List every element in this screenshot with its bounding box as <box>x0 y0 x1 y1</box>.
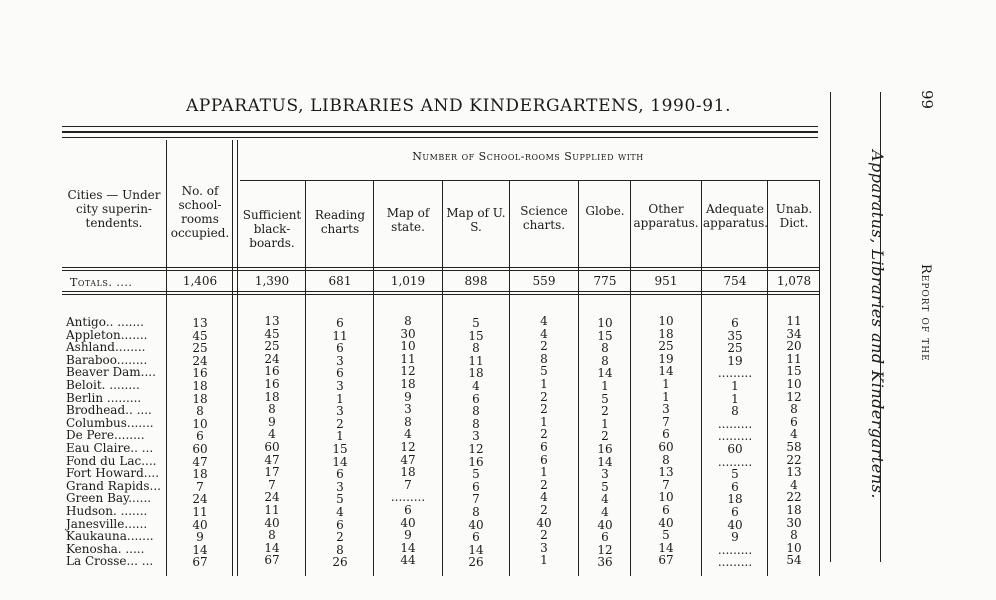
cell-dict: 34 <box>786 326 802 341</box>
cell-dict: 54 <box>786 553 802 568</box>
cell-science: 4 <box>540 326 548 341</box>
city-name: Brodhead.. .... <box>66 403 152 418</box>
col-divider <box>232 140 233 576</box>
cell-map-us: 4 <box>472 379 480 393</box>
cell-map-us: 15 <box>468 328 484 343</box>
cell-rooms: 47 <box>192 454 208 469</box>
cell-other: 40 <box>658 515 674 530</box>
city-name: Eau Claire.. ... <box>66 441 154 455</box>
cell-blackboards: 17 <box>264 465 280 480</box>
cell-dict: 10 <box>786 540 802 555</box>
cell-map-us: 26 <box>468 555 484 570</box>
header-globe: Globe. <box>585 204 625 218</box>
cell-reading: 6 <box>336 316 344 330</box>
col-divider <box>819 180 820 576</box>
table-top-rule-2 <box>62 131 818 133</box>
header-bottom-rule-2 <box>62 270 820 271</box>
cell-map-state: 8 <box>404 414 412 429</box>
cell-globe: 14 <box>597 454 613 469</box>
cell-dict: 6 <box>790 414 798 429</box>
cell-reading: 1 <box>336 391 344 406</box>
cell-rooms: 8 <box>196 404 204 419</box>
cell-other: 6 <box>662 503 670 517</box>
cell-map-state: 10 <box>400 339 416 354</box>
cell-other: 7 <box>662 477 670 492</box>
cell-map-us: 3 <box>472 429 480 444</box>
cell-blackboards: 18 <box>264 389 280 404</box>
cell-map-state: 7 <box>404 477 412 492</box>
cell-rooms: 13 <box>192 316 208 330</box>
cell-other: 18 <box>658 326 674 341</box>
city-name: Beaver Dam.... <box>66 365 156 380</box>
cell-blackboards: 4 <box>268 427 276 442</box>
cell-globe: 40 <box>597 517 613 532</box>
cell-reading: 2 <box>336 530 344 545</box>
cell-reading: 26 <box>332 555 348 570</box>
cell-map-us: 7 <box>472 492 480 507</box>
cell-rooms: 10 <box>192 416 208 431</box>
cell-rooms: 24 <box>192 353 208 368</box>
cell-science: 6 <box>540 452 548 467</box>
cell-other: 10 <box>658 490 674 505</box>
city-name: Antigo.. ....... <box>66 315 144 329</box>
cell-adequate: 1 <box>731 391 739 406</box>
cell-map-state: 44 <box>400 553 416 568</box>
cell-adequate: ......... <box>717 416 753 431</box>
cell-globe: 15 <box>597 328 613 343</box>
city-name: Fond du Lac.... <box>66 453 157 468</box>
cell-globe: 1 <box>601 416 609 431</box>
cell-science: 2 <box>540 528 548 543</box>
col-divider <box>166 140 167 576</box>
cell-rooms: 40 <box>192 517 208 532</box>
cell-adequate: 6 <box>731 505 739 519</box>
cell-globe: 4 <box>601 492 609 507</box>
cell-map-state: 47 <box>400 452 416 467</box>
cell-dict: 22 <box>786 452 802 467</box>
header-map-us: Map of U. S. <box>446 206 506 234</box>
total-map-us: 898 <box>464 274 488 288</box>
cell-map-state: 3 <box>404 402 412 417</box>
cell-blackboards: 24 <box>264 351 280 366</box>
table-top-rule-3 <box>62 137 818 138</box>
cell-dict: 58 <box>786 440 802 454</box>
cell-map-us: 11 <box>468 353 484 368</box>
cell-other: 14 <box>658 540 674 555</box>
cell-dict: 18 <box>786 503 802 517</box>
cell-blackboards: 13 <box>264 314 280 328</box>
cell-map-us: 8 <box>472 505 480 519</box>
cell-globe: 10 <box>597 316 613 330</box>
cell-adequate: 6 <box>731 479 739 494</box>
cell-science: 2 <box>540 427 548 442</box>
totals-rule-2 <box>62 294 820 295</box>
cell-map-us: 5 <box>472 467 480 482</box>
cell-map-state: 8 <box>404 314 412 328</box>
city-name: La Crosse... ... <box>66 554 154 569</box>
cell-other: 13 <box>658 465 674 480</box>
cell-science: 2 <box>540 477 548 492</box>
header-map-state: Map of state. <box>386 206 430 234</box>
cell-map-state: 4 <box>404 427 412 442</box>
cell-reading: 3 <box>336 404 344 419</box>
cell-blackboards: 16 <box>264 364 280 379</box>
col-divider <box>305 180 306 576</box>
cell-dict: 12 <box>786 389 802 404</box>
cell-other: 25 <box>658 339 674 354</box>
cell-dict: 11 <box>786 314 802 328</box>
totals-rule <box>62 291 820 292</box>
total-rooms: 1,406 <box>182 274 218 288</box>
total-adequate: 754 <box>723 274 747 288</box>
page-rule-far-right <box>880 92 881 562</box>
col-divider <box>767 180 768 576</box>
cell-globe: 12 <box>597 542 613 557</box>
cell-dict: 20 <box>786 339 802 354</box>
cell-science: 2 <box>540 339 548 354</box>
cell-map-state: 11 <box>400 351 416 366</box>
cell-adequate: 19 <box>727 353 743 368</box>
city-name: Berlin ......... <box>66 390 142 405</box>
page-rule-right <box>830 92 831 562</box>
cell-reading: 14 <box>332 454 348 469</box>
page-title: APPARATUS, LIBRARIES AND KINDERGARTENS, 1990-91. <box>186 96 732 116</box>
cell-science: 1 <box>540 377 548 391</box>
cell-reading: 6 <box>336 517 344 532</box>
cell-science: 4 <box>540 490 548 505</box>
cell-other: 8 <box>662 452 670 467</box>
col-divider <box>442 180 443 576</box>
cell-dict: 30 <box>786 515 802 530</box>
cell-map-us: 6 <box>472 391 480 406</box>
cell-dict: 15 <box>786 364 802 379</box>
cell-adequate: 35 <box>727 328 743 343</box>
cell-map-us: 6 <box>472 530 480 545</box>
cell-science: 2 <box>540 402 548 417</box>
total-reading: 681 <box>328 274 352 288</box>
cell-science: 8 <box>540 351 548 366</box>
cell-globe: 8 <box>601 353 609 368</box>
cell-blackboards: 8 <box>268 528 276 543</box>
cell-science: 4 <box>540 314 548 328</box>
cell-map-state: 18 <box>400 377 416 391</box>
cell-rooms: 24 <box>192 492 208 507</box>
cell-rooms: 9 <box>196 530 204 545</box>
cell-map-state: 12 <box>400 440 416 454</box>
cell-reading: 2 <box>336 416 344 431</box>
city-name: Fort Howard.... <box>66 466 160 481</box>
cell-other: 10 <box>658 314 674 328</box>
cell-map-state: 6 <box>404 503 412 517</box>
cell-other: 7 <box>662 414 670 429</box>
cell-blackboards: 8 <box>268 402 276 417</box>
col-divider <box>509 180 510 576</box>
cell-blackboards: 16 <box>264 377 280 391</box>
cell-science: 2 <box>540 503 548 517</box>
total-globe: 775 <box>593 274 617 288</box>
col-divider <box>237 140 238 576</box>
city-name: Janesville...... <box>66 516 148 531</box>
cell-reading: 15 <box>332 442 348 456</box>
cell-map-us: 5 <box>472 316 480 330</box>
cell-reading: 1 <box>336 429 344 444</box>
cell-map-us: 14 <box>468 542 484 557</box>
cell-reading: 4 <box>336 505 344 519</box>
cell-rooms: 11 <box>192 505 208 519</box>
cell-dict: 8 <box>790 402 798 417</box>
cell-rooms: 14 <box>192 542 208 557</box>
cell-science: 1 <box>540 465 548 480</box>
cell-other: 5 <box>662 528 670 543</box>
cell-adequate: ......... <box>717 429 753 444</box>
side-header: Report of the <box>918 264 933 362</box>
side-title: Apparatus, Libraries and Kindergartens. <box>868 150 887 499</box>
cell-reading: 6 <box>336 467 344 482</box>
cell-dict: 22 <box>786 490 802 505</box>
cell-dict: 8 <box>790 528 798 543</box>
city-name: Green Bay...... <box>66 491 152 506</box>
cell-adequate: 8 <box>731 404 739 419</box>
col-divider <box>630 180 631 576</box>
header-rooms: No. of school- rooms occupied. <box>170 184 230 240</box>
cell-dict: 13 <box>786 465 802 480</box>
cell-map-us: 12 <box>468 442 484 456</box>
cell-other: 19 <box>658 351 674 366</box>
cell-science: 6 <box>540 440 548 454</box>
cell-other: 60 <box>658 440 674 454</box>
cell-adequate: ......... <box>717 555 753 570</box>
totals-label: Totals. .... <box>70 276 133 289</box>
cell-map-us: 6 <box>472 479 480 494</box>
cell-globe: 5 <box>601 479 609 494</box>
cell-map-us: 18 <box>468 366 484 381</box>
cell-globe: 2 <box>601 429 609 444</box>
cell-blackboards: 14 <box>264 540 280 555</box>
cell-adequate: 60 <box>727 442 743 456</box>
cell-globe: 1 <box>601 379 609 393</box>
cell-globe: 3 <box>601 467 609 482</box>
header-other: Other apparatus. <box>633 202 699 230</box>
cell-map-state: 30 <box>400 326 416 341</box>
cell-science: 5 <box>540 364 548 379</box>
header-adequate: Adequate apparatus. <box>703 202 769 230</box>
cell-dict: 10 <box>786 377 802 391</box>
city-name: Grand Rapids... <box>66 478 161 493</box>
super-header-rule <box>240 180 820 181</box>
cell-science: 1 <box>540 553 548 568</box>
cell-other: 6 <box>662 427 670 442</box>
cell-map-us: 8 <box>472 341 480 356</box>
cell-globe: 14 <box>597 366 613 381</box>
cell-map-state: 14 <box>400 540 416 555</box>
cell-reading: 3 <box>336 353 344 368</box>
cell-adequate: 5 <box>731 467 739 482</box>
cell-rooms: 18 <box>192 467 208 482</box>
cell-globe: 36 <box>597 555 613 570</box>
city-name: Baraboo........ <box>66 352 148 367</box>
cell-globe: 16 <box>597 442 613 456</box>
cell-blackboards: 47 <box>264 452 280 467</box>
cell-globe: 5 <box>601 391 609 406</box>
cell-map-state: ......... <box>390 490 426 505</box>
city-name: Hudson. ....... <box>66 504 148 518</box>
header-science: Science charts. <box>520 204 568 232</box>
cell-globe: 2 <box>601 404 609 419</box>
cell-dict: 4 <box>790 477 798 492</box>
cell-blackboards: 24 <box>264 490 280 505</box>
cell-blackboards: 9 <box>268 414 276 429</box>
city-name: Appleton....... <box>66 327 148 342</box>
cell-adequate: ......... <box>717 366 753 381</box>
cell-rooms: 16 <box>192 366 208 381</box>
city-name: Kaukauna....... <box>66 529 154 544</box>
cell-other: 3 <box>662 402 670 417</box>
cell-adequate: 18 <box>727 492 743 507</box>
cell-rooms: 45 <box>192 328 208 343</box>
cell-dict: 11 <box>786 351 802 366</box>
cell-blackboards: 67 <box>264 553 280 568</box>
table-top-rule <box>62 126 818 127</box>
cell-map-state: 18 <box>400 465 416 480</box>
cell-map-us: 8 <box>472 416 480 431</box>
cell-reading: 6 <box>336 341 344 356</box>
cell-blackboards: 60 <box>264 440 280 454</box>
cell-adequate: 9 <box>731 530 739 545</box>
cell-rooms: 25 <box>192 341 208 356</box>
cell-adequate: 1 <box>731 379 739 393</box>
cell-map-state: 9 <box>404 528 412 543</box>
header-city: Cities — Under city superin- tendents. <box>67 188 161 230</box>
cell-blackboards: 11 <box>264 503 280 517</box>
total-dict: 1,078 <box>776 274 812 288</box>
cell-science: 3 <box>540 540 548 555</box>
cell-reading: 6 <box>336 366 344 381</box>
city-name: Ashland........ <box>66 340 146 355</box>
cell-adequate: 25 <box>727 341 743 356</box>
cell-rooms: 7 <box>196 479 204 494</box>
cell-other: 1 <box>662 389 670 404</box>
city-name: De Pere........ <box>66 428 145 443</box>
cell-globe: 8 <box>601 341 609 356</box>
cell-reading: 3 <box>336 379 344 393</box>
cell-blackboards: 25 <box>264 339 280 354</box>
cell-adequate: ......... <box>717 542 753 557</box>
col-divider <box>701 180 702 576</box>
cell-reading: 11 <box>332 328 348 343</box>
cell-reading: 3 <box>336 479 344 494</box>
cell-map-us: 40 <box>468 517 484 532</box>
cell-other: 1 <box>662 377 670 391</box>
cell-other: 67 <box>658 553 674 568</box>
cell-map-state: 40 <box>400 515 416 530</box>
city-name: Columbus....... <box>66 415 154 430</box>
cell-map-state: 9 <box>404 389 412 404</box>
cell-reading: 5 <box>336 492 344 507</box>
cell-science: 1 <box>540 414 548 429</box>
cell-adequate: 6 <box>731 316 739 330</box>
col-divider <box>373 180 374 576</box>
header-blackboards: Sufficient black- boards. <box>242 208 302 250</box>
cell-reading: 8 <box>336 542 344 557</box>
cell-other: 14 <box>658 364 674 379</box>
cell-map-us: 16 <box>468 454 484 469</box>
cell-map-us: 8 <box>472 404 480 419</box>
cell-blackboards: 40 <box>264 515 280 530</box>
city-name: Beloit. ........ <box>66 378 140 392</box>
cell-adequate: 40 <box>727 517 743 532</box>
page-number: 99 <box>918 90 936 110</box>
cell-rooms: 18 <box>192 391 208 406</box>
total-map-state: 1,019 <box>390 274 426 288</box>
cell-map-state: 12 <box>400 364 416 379</box>
header-reading: Reading charts <box>314 208 366 236</box>
cell-globe: 4 <box>601 505 609 519</box>
col-divider <box>578 180 579 576</box>
cell-rooms: 6 <box>196 429 204 444</box>
total-other: 951 <box>654 274 678 288</box>
cell-adequate: ......... <box>717 454 753 469</box>
cell-rooms: 67 <box>192 555 208 570</box>
total-science: 559 <box>532 274 556 288</box>
cell-blackboards: 45 <box>264 326 280 341</box>
cell-science: 40 <box>536 515 552 530</box>
cell-dict: 4 <box>790 427 798 442</box>
city-name: Kenosha. ..... <box>66 541 145 556</box>
cell-blackboards: 7 <box>268 477 276 492</box>
header-bottom-rule <box>62 267 820 268</box>
cell-rooms: 18 <box>192 379 208 393</box>
cell-globe: 6 <box>601 530 609 545</box>
cell-science: 2 <box>540 389 548 404</box>
cell-rooms: 60 <box>192 442 208 456</box>
super-header: Number of School-rooms Supplied with <box>412 150 644 163</box>
total-blackboards: 1,390 <box>254 274 290 288</box>
header-dict: Unab. Dict. <box>775 202 813 230</box>
